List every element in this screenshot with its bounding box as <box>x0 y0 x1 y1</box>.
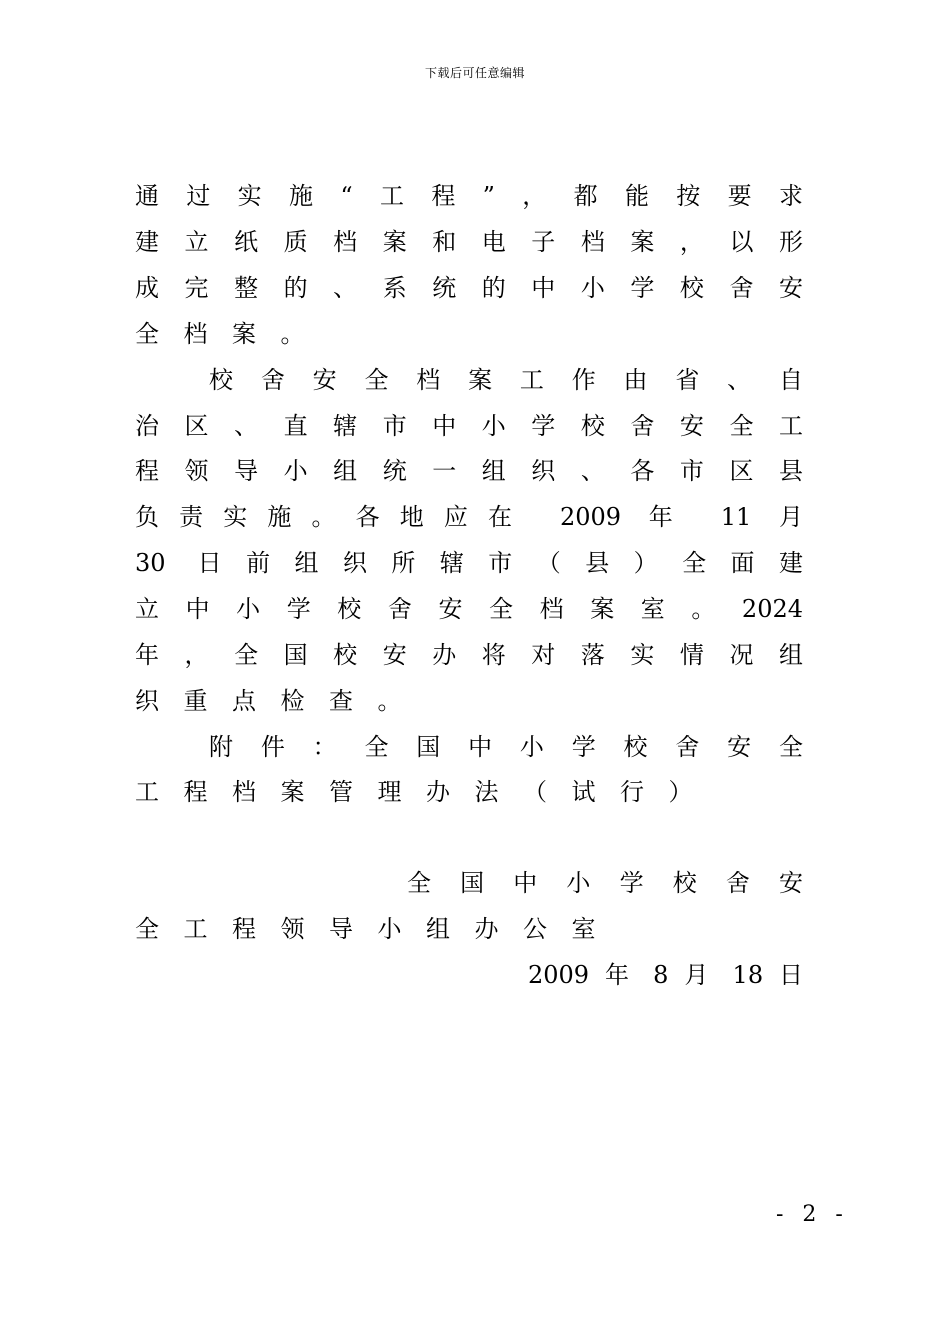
signature-org-line-1: 全国中小学校舍安 <box>407 869 803 897</box>
body-line: 校舍安全档案工作由省、自 <box>209 366 803 394</box>
body-line: 通过实施“工程”，都能按要求 <box>135 182 803 210</box>
body-line: 30 日前组织所辖市（县）全面建 <box>135 549 803 577</box>
attachment-line: 工程档案管理办法（试行） <box>135 778 717 806</box>
body-line: 程领导小组统一组织、各市区县 <box>135 457 803 485</box>
page-number: - 2 - <box>776 1202 849 1227</box>
page-header: 下载后可任意编辑 <box>424 66 525 80</box>
signature-org-line-2: 全工程领导小组办公室 <box>135 915 620 943</box>
body-line: 立中小学校舍安全档案室。2024 <box>135 595 803 623</box>
attachment-line: 附件：全国中小学校舍安全 <box>209 733 803 761</box>
signature-date: 2009 年 8 月 18 日 <box>528 961 803 989</box>
body-line: 成完整的、系统的中小学校舍安 <box>135 274 803 302</box>
body-line: 建立纸质档案和电子档案，以形 <box>135 228 803 256</box>
body-line: 治区、直辖市中小学校舍安全工 <box>135 412 803 440</box>
body-line: 织重点检查。 <box>135 687 426 715</box>
body-line: 年，全国校安办将对落实情况组 <box>135 641 803 669</box>
body-line: 全档案。 <box>135 320 329 348</box>
body-line: 负责实施。各地应在 2009 年 11 月 <box>135 503 803 531</box>
